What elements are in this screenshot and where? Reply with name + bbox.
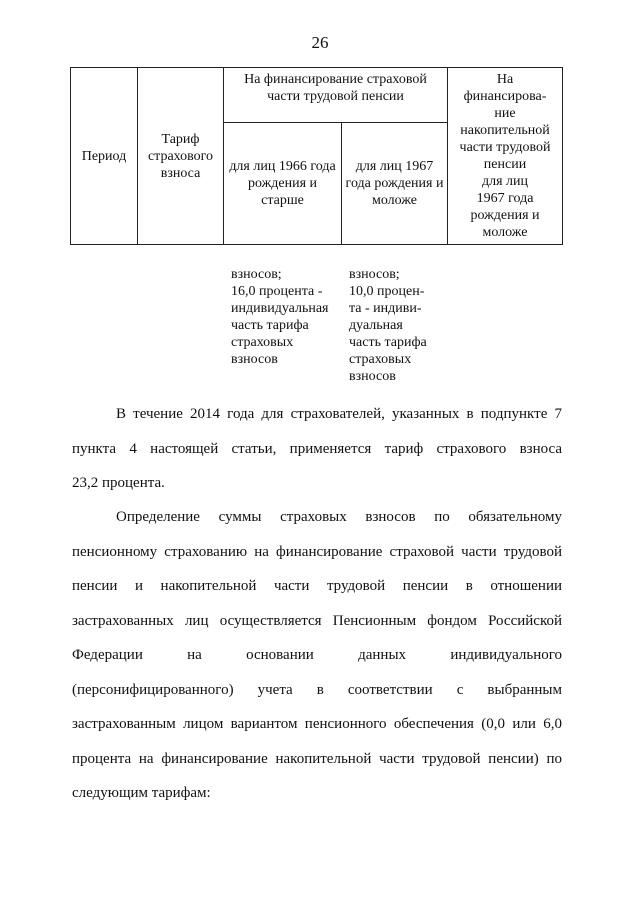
paragraph-line: пенсионному страхованию на финансирование страховой части трудовой [72,543,562,560]
header-tariff: Тариф страхового взноса [138,68,224,245]
page-number: 26 [311,33,329,52]
continuation-younger: взносов; 10,0 процен- та - индиви- дуальная часть тарифа страховых взносов [349,267,427,384]
paragraph-line: застрахованным лицом вариантом пенсионного обеспечения (0,0 или 6,0 [72,716,562,732]
paragraph-line: (персонифицированного) учета в соответствии с выбранным [72,681,562,698]
header-funded-part: На финансирова- ние накопительной части трудовой пенсии для лиц 1967 года рождения и моложе [448,68,563,245]
paragraph-line: пенсии и накопительной части трудовой пенсии в отношении [72,578,562,594]
paragraph-2014-tariff [72,397,562,501]
continuation-older: взносов; 16,0 процента - индивидуальная часть тарифа страховых взносов [231,267,329,367]
paragraph-line: застрахованных лиц осуществляется Пенсионным фондом Российской [72,612,562,629]
header-insurance-younger: для лиц 1967 года рождения и моложе [342,123,448,245]
header-period: Период [71,68,138,245]
tariff-table-header [70,67,563,245]
paragraph-line: процента на финансирование накопительной части трудовой пенсии) по [72,750,562,767]
paragraph-line: Федерации на основании данных индивидуального [72,647,562,663]
paragraph-contribution-calculation [72,500,562,811]
paragraph-line: В течение 2014 года для страхователей, указанных в подпункте 7 [116,406,562,422]
header-insurance-older: для лиц 1966 года рождения и старше [224,123,342,245]
header-insurance-part: На финансирование страховой части трудовой пенсии [224,68,448,123]
paragraph-line: Определение суммы страховых взносов по обязательному [116,509,562,525]
paragraph-line: следующим тарифам: [72,785,211,801]
paragraph-line: 23,2 процента. [72,475,165,491]
paragraph-line: пункта 4 настоящей статьи, применяется тариф страхового взноса [72,440,562,457]
